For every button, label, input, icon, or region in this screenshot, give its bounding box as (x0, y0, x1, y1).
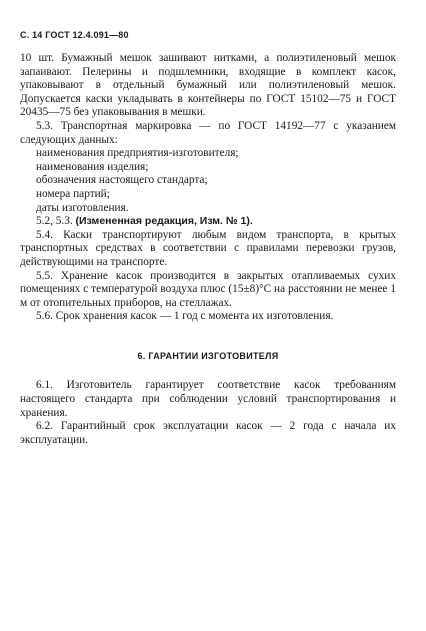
paragraph-5-4: 5.4. Каски транспортируют любым видом транспорта, в крытых транспортных средствах в соответствии с правилами перевозки грузов, действующими на транспорте. (20, 228, 396, 268)
section-6-title: 6. ГАРАНТИИ ИЗГОТОВИТЕЛЯ (137, 350, 279, 361)
edit-note-bold: (Измененная редакция, Изм. № 1). (75, 215, 253, 228)
paragraph-6-1: 6.1. Изготовитель гарантирует соответствие касок требованиям настоящего стандарта при соблюдении условий транспортирования и хранения. (20, 379, 396, 419)
paragraph-5-3: 5.3. Транспортная маркировка — по ГОСТ 14192—77 с указанием следующих данных: (20, 119, 396, 146)
paragraph-continuation: 10 шт. Бумажный мешок зашивают нитками, а полиэтиленовый мешок запаивают. Пелерины и подшлемники, входящие в комплект касок, упаковывают в отдельный бумажный или полиэтиленовый мешок. Допускается каски укладывать в контейнеры по ГОСТ 15102—75 и ГОСТ 20435—75 без упаковывания в мешки. (20, 52, 396, 119)
paragraph-5-5: 5.5. Хранение касок производится в закрытых отапливаемых сухих помещениях с температурой воздуха плюс (15±8)°С на расстоянии не менее 1 м от отопительных приборов, на стеллажах. (20, 269, 396, 309)
list-item: наименования предприятия-изготовителя; (36, 147, 239, 160)
list-item: наименования изделия; (36, 160, 149, 173)
paragraph-5-6: 5.6. Срок хранения касок — 1 год с момента их изготовления. (36, 310, 334, 323)
paragraph-edit-note (20, 215, 396, 229)
page-header: С. 14 ГОСТ 12.4.091—80 (20, 30, 129, 40)
list-item: номера партий; (36, 187, 110, 200)
page-content (20, 52, 396, 447)
paragraph-6-2: 6.2. Гарантийный срок эксплуатации касок — 2 года с начала их эксплуатации. (20, 420, 396, 446)
edit-note-prefix: 5.2, 5.3. (36, 215, 73, 228)
list-item: даты изготовления. (36, 201, 129, 214)
list-item: обозначения настоящего стандарта; (36, 174, 208, 187)
